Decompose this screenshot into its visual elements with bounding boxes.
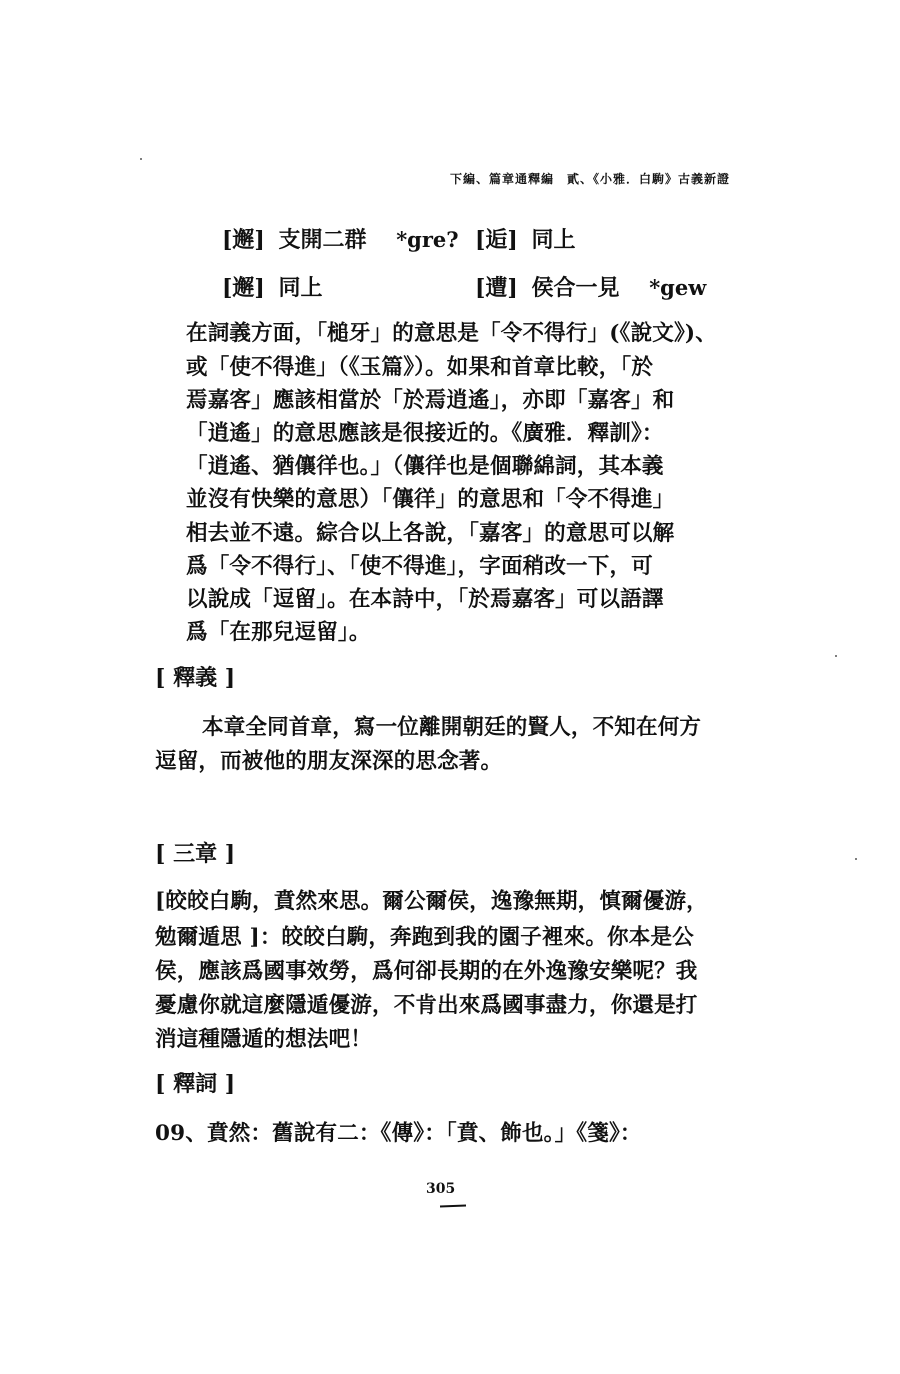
paragraph-line: 本章全同首章，寫一位離開朝廷的賢人，不知在何方: [202, 715, 702, 740]
paragraph-line: 「逍遙、猶儴徉也。」（儴徉也是個聯綿詞，其本義: [186, 454, 664, 479]
phonetic-rhyme: 支開二群: [278, 227, 367, 253]
scan-speck: [855, 858, 857, 860]
paragraph-line: 以說成「逗留」。在本詩中，「於焉嘉客」可以語譯: [186, 587, 664, 612]
paragraph-line: 在詞義方面，「槌牙」的意思是「令不得行」(《說文》)、: [186, 321, 717, 346]
phonetic-char: [邂]: [222, 275, 265, 301]
phonetic-entry-xie-1: [222, 224, 459, 256]
phonetic-rhyme: 同上: [531, 227, 576, 253]
phonetic-reconstruction: *gre?: [396, 227, 459, 252]
paragraph-line: 或「使不得進」（《玉篇》）。如果和首章比較，「於: [186, 355, 654, 380]
page-number: 305: [426, 1181, 456, 1197]
paragraph-line: 侯，應該爲國事效勞，爲何卻長期的在外逸豫安樂呢？我: [155, 959, 698, 984]
paragraph-line: 憂慮你就這麼隱遁優游，不肯出來爲國事盡力，你還是打: [155, 993, 698, 1018]
section-heading-sanzhang: [ 三章 ]: [155, 841, 236, 867]
paragraph-line: 並沒有快樂的意思）「儴徉」的意思和「令不得進」: [186, 487, 675, 512]
scan-speck: [835, 655, 837, 657]
paragraph-line: 焉嘉客」應該相當於「於焉逍遙」，亦即「嘉客」和: [186, 388, 675, 413]
phonetic-entry-zao: [475, 272, 706, 304]
phonetic-reconstruction: *gew: [649, 275, 707, 300]
section-heading-shici: [ 釋詞 ]: [155, 1071, 236, 1097]
paragraph-line: [皎皎白駒，賁然來思。爾公爾侯，逸豫無期，慎爾優游，: [155, 889, 708, 914]
phonetic-char: [逅]: [475, 227, 518, 253]
paragraph-line: 爲「令不得行」、「使不得進」，字面稍改一下，可: [186, 554, 653, 579]
running-header: 下編、篇章通釋編 貳、《小雅．白駒》古義新證: [449, 172, 730, 186]
paragraph-line: 逗留，而被他的朋友深深的思念著。: [155, 749, 503, 774]
phonetic-char: [遭]: [475, 275, 518, 301]
paragraph-line: 09、賁然：舊說有二：《傳》：「賁、飾也。」《箋》：: [155, 1121, 642, 1146]
phonetic-rhyme: 侯合一見: [531, 275, 620, 301]
paragraph-line: 「逍遙」的意思應該是很接近的。《廣雅．釋訓》：: [186, 421, 664, 446]
paragraph-line: 相去並不遠。綜合以上各說，「嘉客」的意思可以解: [186, 521, 675, 546]
phonetic-rhyme: 同上: [278, 275, 323, 301]
paragraph-line: 消這種隱遁的想法吧！: [155, 1027, 373, 1052]
scan-speck: [140, 158, 142, 160]
paragraph-line: 爲「在那兒逗留」。: [186, 620, 371, 645]
phonetic-entry-hou: [475, 224, 576, 256]
page-number-underline: [440, 1205, 466, 1208]
paragraph-line: 勉爾遁思 ]：皎皎白駒，奔跑到我的園子裡來。你本是公: [155, 925, 694, 950]
section-heading-shiyi: [ 釋義 ]: [155, 665, 236, 691]
phonetic-char: [邂]: [222, 227, 265, 253]
phonetic-entry-xie-2: [222, 272, 323, 304]
